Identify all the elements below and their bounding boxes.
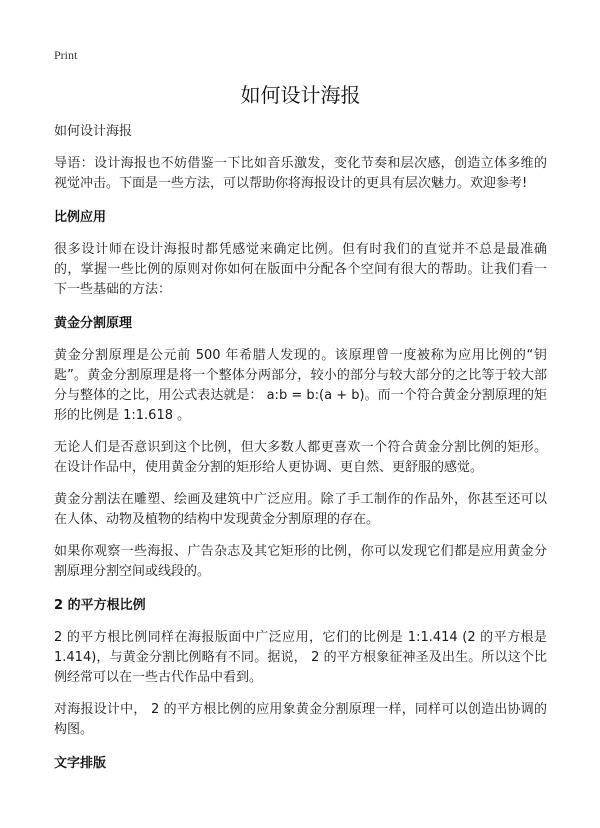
golden-ratio-paragraph-4: 如果你观察一些海报、广告杂志及其它矩形的比例，你可以发现它们都是应用黄金分割原理分割空间或线段的。	[54, 544, 547, 579]
document-title: 如何设计海报	[240, 83, 361, 107]
section-heading-proportion: 比例应用	[54, 210, 107, 225]
proportion-paragraph: 很多设计师在设计海报时都凭感觉来确定比例。但有时我们的直觉并不总是最准确的，掌握一些比例的原则对你如何在版面中分配各个空间有很大的帮助。让我们看一下一些基础的方法：	[54, 242, 547, 297]
sqrt2-paragraph-1: 2 的平方根比例同样在海报版面中广泛应用，它们的比例是 1:1.414 (2 的平方根是 1.414)，与黄金分割比例略有不同。据说， 2 的平方根象征神圣及出生。所以这个比例经常可以在一些古代作品中看到。	[54, 630, 547, 685]
document-subtitle: 如何设计海报	[54, 124, 133, 139]
sqrt2-paragraph-2: 对海报设计中， 2 的平方根比例的应用象黄金分割原理一样，同样可以创造出协调的构图。	[54, 702, 547, 737]
golden-ratio-paragraph-1: 黄金分割原理是公元前 500 年希腊人发现的。该原理曾一度被称为应用比例的“钥匙”。黄金分割原理是将一个整体分两部分，较小的部分与较大部分的之比等于较大部分与整体的之比，用公式表达就是： a:b = b:(a + b)。而一个符合黄金分割原理的矩形的比例是 1:1.618 。	[54, 348, 547, 423]
section-heading-typography: 文字排版	[54, 756, 107, 771]
golden-ratio-paragraph-2: 无论人们是否意识到这个比例，但大多数人都更喜欢一个符合黄金分割比例的矩形。在设计作品中，使用黄金分割的矩形给人更协调、更自然、更舒服的感觉。	[54, 440, 547, 475]
section-heading-sqrt2: 2 的平方根比例	[54, 598, 146, 613]
golden-ratio-paragraph-3: 黄金分割法在雕塑、绘画及建筑中广泛应用。除了手工制作的作品外，你甚至还可以在人体、动物及植物的结构中发现黄金分割原理的存在。	[54, 492, 547, 527]
print-label: Print	[54, 48, 78, 62]
intro-paragraph: 导语：设计海报也不妨借鉴一下比如音乐激发，变化节奏和层次感，创造立体多维的视觉冲击。下面是一些方法，可以帮助你将海报设计的更具有层次魅力。欢迎参考!	[54, 156, 547, 191]
section-heading-golden-ratio: 黄金分割原理	[54, 316, 133, 331]
